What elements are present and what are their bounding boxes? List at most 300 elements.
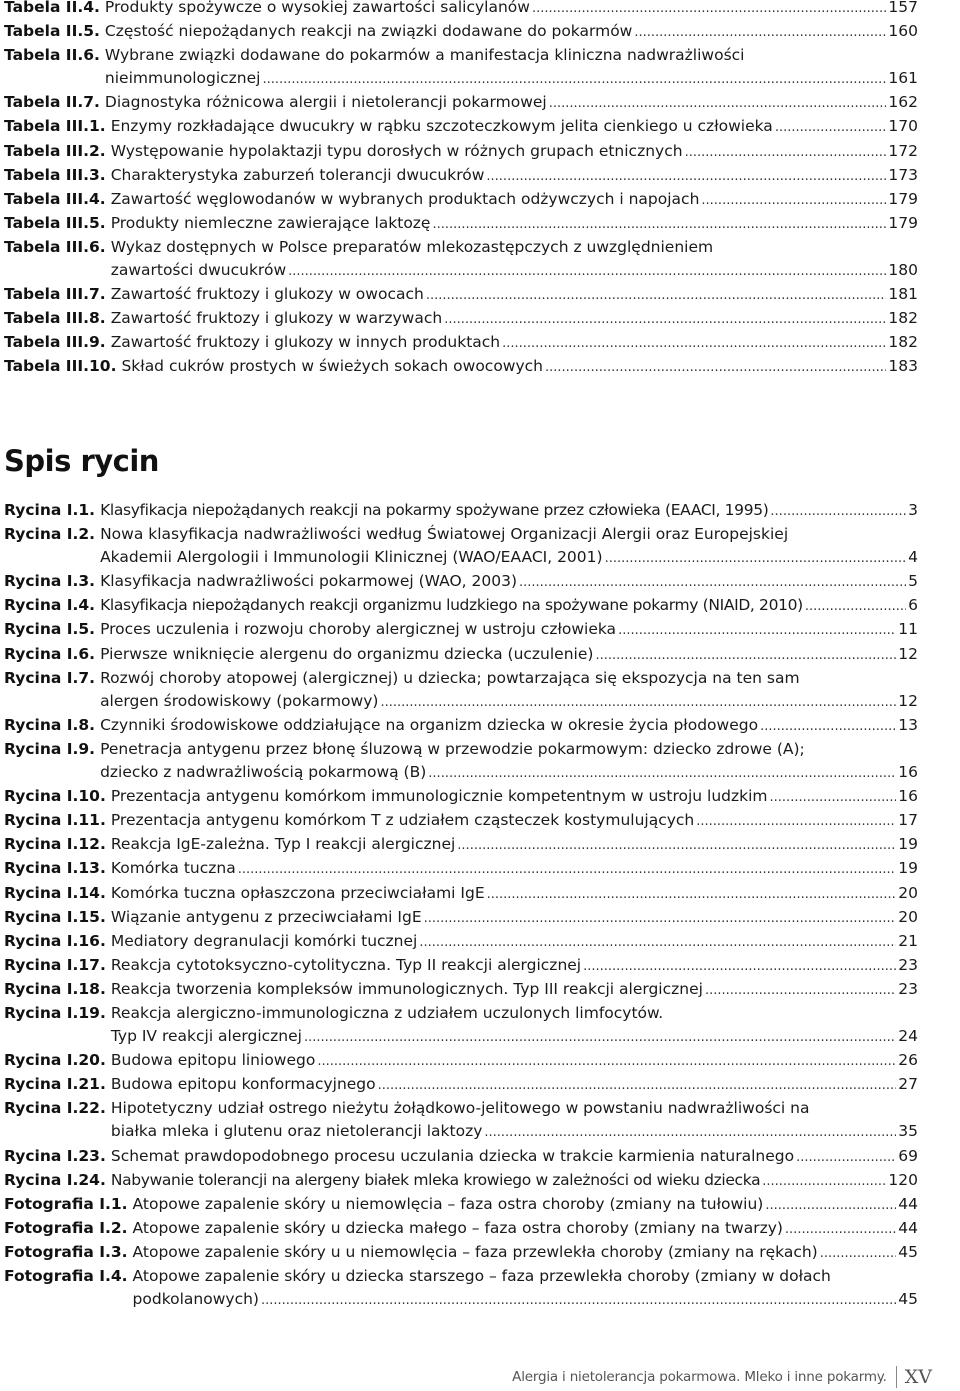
photo-entry-text: Atopowe zapalenie skóry u dziecka starszego – faza przewlekła choroby (zmiany w dołach bbox=[132, 1267, 831, 1286]
table-entry bbox=[4, 283, 918, 307]
figure-entry-text: Nowa klasyfikacja nadwrażliwości według Światowej Organizacji Alergii oraz Europejskiej bbox=[100, 525, 789, 544]
leader-dots bbox=[696, 810, 896, 833]
figure-entry-body bbox=[100, 618, 918, 642]
photos-list bbox=[4, 1193, 918, 1312]
leader-dots bbox=[770, 500, 906, 523]
figure-entry bbox=[4, 618, 918, 642]
figure-entry bbox=[4, 499, 918, 523]
table-entry-text: Charakterystyka zaburzeń tolerancji dwucukrów bbox=[110, 165, 485, 184]
figure-entry-label: Rycina I.24. bbox=[4, 1170, 106, 1189]
photo-entry-text: Atopowe zapalenie skóry u u niemowlęcia – faza przewlekła choroby (zmiany na rękach) bbox=[132, 1243, 818, 1262]
tables-list bbox=[4, 0, 918, 380]
photo-entry bbox=[4, 1193, 918, 1217]
table-entry-page: 181 bbox=[888, 285, 918, 304]
table-entry bbox=[4, 115, 918, 139]
figure-entry-page: 20 bbox=[898, 883, 918, 902]
figure-entry-body bbox=[100, 667, 918, 714]
figure-entry-line bbox=[111, 1049, 918, 1073]
table-entry-line bbox=[111, 331, 918, 355]
table-entry-text: Zawartość fruktozy i glukozy w warzywach bbox=[110, 309, 443, 328]
table-entry-line bbox=[121, 355, 918, 379]
leader-dots bbox=[595, 644, 896, 667]
figure-entry bbox=[4, 667, 918, 714]
table-entry bbox=[4, 44, 918, 91]
table-entry-page: 157 bbox=[888, 0, 918, 16]
figure-entry-line bbox=[100, 714, 918, 738]
figure-entry-body bbox=[111, 1002, 918, 1049]
figure-entry-text: Prezentacja antygenu komórkom T z udziałem cząsteczek kostymulujących bbox=[110, 811, 695, 830]
leader-dots bbox=[549, 92, 887, 115]
figures-list bbox=[4, 499, 918, 1193]
photo-entry-line bbox=[133, 1217, 918, 1241]
photo-entry-page: 44 bbox=[898, 1195, 918, 1213]
figure-entry-text: Budowa epitopu liniowego bbox=[110, 1051, 316, 1070]
table-entry-text: Diagnostyka różnicowa alergii i nietolerancji pokarmowej bbox=[104, 93, 547, 112]
table-entry-page: 173 bbox=[888, 165, 918, 184]
figure-entry-line bbox=[100, 523, 918, 546]
figure-entry-page: 6 bbox=[908, 596, 918, 615]
table-entry-text: zawartości dwucukrów bbox=[110, 261, 287, 280]
figure-entry-text: Akademii Alergologii i Immunologii Klinicznej (WAO/EAACI, 2001) bbox=[100, 548, 603, 567]
figure-entry-label: Rycina I.2. bbox=[4, 525, 96, 544]
figure-entry-line bbox=[111, 1025, 918, 1049]
figure-entry-body bbox=[111, 785, 918, 809]
figure-entry bbox=[4, 954, 918, 978]
leader-dots bbox=[419, 931, 896, 954]
table-entry-label: Tabela III.4. bbox=[4, 189, 106, 208]
table-entry-page: 179 bbox=[888, 189, 918, 208]
table-entry-body bbox=[111, 307, 918, 331]
figure-entry-text: Klasyfikacja nadwrażliwości pokarmowej (WAO, 2003) bbox=[100, 572, 518, 591]
figure-entry-page: 5 bbox=[908, 572, 918, 591]
figure-entry-text: dziecko z nadwrażliwością pokarmową (B) bbox=[100, 763, 427, 782]
figure-entry bbox=[4, 1145, 918, 1169]
table-entry-text: Zawartość fruktozy i glukozy w innych produktach bbox=[110, 333, 501, 352]
figure-entry-text: Typ IV reakcji alergicznej bbox=[110, 1027, 302, 1046]
table-entry-body bbox=[111, 236, 918, 283]
table-entry-line bbox=[111, 236, 918, 259]
figure-entry bbox=[4, 809, 918, 833]
table-entry bbox=[4, 0, 918, 20]
table-entry bbox=[4, 188, 918, 212]
figure-entry-line bbox=[111, 857, 918, 881]
figure-entry bbox=[4, 1049, 918, 1073]
figure-entry bbox=[4, 906, 918, 930]
figure-entry-line bbox=[111, 809, 918, 833]
photo-entry-line bbox=[133, 1241, 918, 1265]
figure-entry-text: Schemat prawdopodobnego procesu uczulania dziecka w trakcie karmienia naturalnego bbox=[110, 1146, 795, 1165]
leader-dots bbox=[618, 619, 896, 642]
figure-entry-label: Rycina I.12. bbox=[4, 835, 106, 854]
leader-dots bbox=[760, 715, 896, 738]
photo-entry-body bbox=[133, 1265, 918, 1312]
table-entry-page: 182 bbox=[888, 309, 918, 328]
figure-entry-line bbox=[111, 978, 918, 1002]
table-entry-label: Tabela III.3. bbox=[4, 165, 106, 184]
leader-dots bbox=[288, 260, 886, 283]
table-entry bbox=[4, 164, 918, 188]
photo-entry-label: Fotografia I.4. bbox=[4, 1267, 128, 1286]
table-entry-text: nieimmunologicznej bbox=[104, 69, 261, 88]
footer-title: Alergia i nietolerancja pokarmowa. Mleko i inne pokarmy. bbox=[512, 1369, 887, 1385]
figure-entry bbox=[4, 1002, 918, 1049]
figure-entry-line bbox=[100, 499, 918, 523]
leader-dots bbox=[424, 907, 897, 930]
figure-entry-label: Rycina I.18. bbox=[4, 979, 106, 998]
figure-entry-text: alergen środowiskowy (pokarmowy) bbox=[100, 691, 379, 710]
figure-entry-label: Rycina I.22. bbox=[4, 1099, 106, 1118]
figure-entry-body bbox=[100, 594, 918, 618]
leader-dots bbox=[238, 858, 897, 881]
photo-entry-text: podkolanowych) bbox=[132, 1290, 259, 1309]
photo-entry-text: Atopowe zapalenie skóry u dziecka małego – faza ostra choroby (zmiany na twarzy) bbox=[132, 1219, 783, 1238]
figure-entry-text: Reakcja IgE-zależna. Typ I reakcji alergicznej bbox=[110, 835, 456, 854]
figure-entry-page: 17 bbox=[898, 811, 918, 830]
figure-entry-text: Budowa epitopu konformacyjnego bbox=[110, 1075, 376, 1094]
table-entry-line bbox=[111, 283, 918, 307]
photo-entry-body bbox=[133, 1241, 918, 1265]
leader-dots bbox=[457, 834, 896, 857]
figure-entry-label: Rycina I.5. bbox=[4, 620, 96, 639]
leader-dots bbox=[685, 141, 887, 164]
figure-entry bbox=[4, 833, 918, 857]
photo-entry bbox=[4, 1241, 918, 1265]
leader-dots bbox=[701, 189, 886, 212]
figure-entry-text: Wiązanie antygenu z przeciwciałami IgE bbox=[110, 907, 422, 926]
figure-entry-body bbox=[111, 978, 918, 1002]
table-entry-text: Zawartość węglowodanów w wybranych produktach odżywczych i napojach bbox=[110, 189, 700, 208]
leader-dots bbox=[428, 762, 896, 785]
leader-dots bbox=[805, 595, 906, 618]
figure-entry-text: Reakcja alergiczno-immunologiczna z udziałem uczulonych limfocytów. bbox=[110, 1003, 664, 1022]
leader-dots bbox=[444, 308, 886, 331]
figure-entry bbox=[4, 570, 918, 594]
figure-entry-label: Rycina I.10. bbox=[4, 787, 106, 806]
table-entry-text: Produkty niemleczne zawierające laktozę bbox=[110, 213, 431, 232]
leader-dots bbox=[317, 1050, 896, 1073]
table-entry-label: Tabela III.1. bbox=[4, 117, 106, 136]
figure-entry-page: 27 bbox=[898, 1075, 918, 1094]
leader-dots bbox=[820, 1242, 897, 1265]
figure-entry bbox=[4, 1097, 918, 1144]
photo-entry-page: 45 bbox=[898, 1243, 918, 1262]
photo-entry-body bbox=[133, 1193, 918, 1217]
table-entry-text: Skład cukrów prostych w świeżych sokach owocowych bbox=[121, 357, 544, 376]
table-entry bbox=[4, 355, 918, 379]
figure-entry-body bbox=[100, 523, 918, 570]
figure-entry-body bbox=[100, 738, 918, 785]
figure-entry-body bbox=[111, 833, 918, 857]
table-entry bbox=[4, 140, 918, 164]
table-entry-body bbox=[111, 212, 918, 236]
leader-dots bbox=[486, 165, 886, 188]
leader-dots bbox=[583, 955, 896, 978]
figure-entry bbox=[4, 738, 918, 785]
figure-entry-page: 3 bbox=[908, 501, 918, 519]
table-entry-label: Tabela III.2. bbox=[4, 141, 106, 160]
leader-dots bbox=[545, 356, 886, 379]
figure-entry-page: 16 bbox=[898, 763, 918, 782]
figure-entry-line bbox=[111, 930, 918, 954]
table-entry bbox=[4, 20, 918, 44]
figure-entry-body bbox=[111, 882, 918, 906]
table-entry-text: Częstość niepożądanych reakcji na związki dodawane do pokarmów bbox=[104, 22, 633, 41]
figure-entry-text: Komórka tuczna bbox=[110, 859, 236, 878]
table-entry-body bbox=[121, 355, 918, 379]
photo-entry-line bbox=[133, 1265, 918, 1288]
leader-dots bbox=[785, 1218, 896, 1241]
figure-entry-body bbox=[111, 1097, 918, 1144]
table-entry-page: 183 bbox=[888, 357, 918, 376]
figure-entry-text: Klasyfikacja niepożądanych reakcji organizmu ludzkiego na spożywane pokarmy (NIAID, 2010) bbox=[100, 596, 803, 615]
table-entry-line bbox=[111, 212, 918, 236]
figure-entry bbox=[4, 882, 918, 906]
table-entry-line bbox=[111, 307, 918, 331]
table-entry-text: Wybrane związki dodawane do pokarmów a manifestacja kliniczna nadwrażliwości bbox=[104, 46, 745, 65]
figure-entry-label: Rycina I.8. bbox=[4, 715, 96, 734]
table-entry-body bbox=[105, 20, 918, 44]
leader-dots bbox=[770, 786, 897, 809]
table-entry-line bbox=[111, 188, 918, 212]
figure-entry-label: Rycina I.9. bbox=[4, 739, 96, 758]
figure-entry-line bbox=[100, 546, 918, 570]
figure-entry-text: Reakcja tworzenia kompleksów immunologicznych. Typ III reakcji alergicznej bbox=[110, 979, 703, 998]
figure-entry-label: Rycina I.15. bbox=[4, 907, 106, 926]
photo-entry-body bbox=[133, 1217, 918, 1241]
figure-entry-line bbox=[111, 1145, 918, 1169]
figure-entry-text: Reakcja cytotoksyczno-cytolityczna. Typ II reakcji alergicznej bbox=[110, 955, 582, 974]
figure-entry-text: Proces uczulenia i rozwoju choroby alergicznej w ustroju człowieka bbox=[100, 620, 617, 639]
figure-entry-page: 20 bbox=[898, 907, 918, 926]
figure-entry-page: 4 bbox=[908, 548, 918, 567]
table-entry-label: Tabela II.6. bbox=[4, 46, 100, 65]
leader-dots bbox=[432, 213, 886, 236]
table-entry-body bbox=[111, 283, 918, 307]
table-entry-label: Tabela II.7. bbox=[4, 93, 100, 112]
figure-entry-line bbox=[111, 906, 918, 930]
photo-entry-text: Atopowe zapalenie skóry u niemowlęcia – faza ostra choroby (zmiany na tułowiu) bbox=[132, 1195, 764, 1213]
figure-entry-page: 69 bbox=[898, 1146, 918, 1165]
table-entry-line bbox=[111, 140, 918, 164]
leader-dots bbox=[426, 284, 887, 307]
figure-entry-body bbox=[111, 1049, 918, 1073]
table-entry bbox=[4, 212, 918, 236]
figure-entry-page: 16 bbox=[898, 787, 918, 806]
figure-entry-body bbox=[111, 1073, 918, 1097]
figure-entry-label: Rycina I.13. bbox=[4, 859, 106, 878]
table-entry-label: Tabela II.4. bbox=[4, 0, 100, 16]
photo-entry-page: 45 bbox=[898, 1290, 918, 1309]
table-entry-page: 161 bbox=[888, 69, 918, 88]
figure-entry-page: 120 bbox=[888, 1170, 918, 1189]
table-entry-page: 179 bbox=[888, 213, 918, 232]
figure-entry-body bbox=[111, 906, 918, 930]
leader-dots bbox=[532, 0, 886, 20]
table-entry-text: Enzymy rozkładające dwucukry w rąbku szczoteczkowym jelita cienkiego u człowieka bbox=[110, 117, 773, 136]
figure-entry-label: Rycina I.19. bbox=[4, 1003, 106, 1022]
photo-entry-line bbox=[133, 1193, 918, 1217]
figure-entry-label: Rycina I.20. bbox=[4, 1051, 106, 1070]
leader-dots bbox=[487, 883, 897, 906]
table-entry-text: Występowanie hypolaktazji typu dorosłych w różnych grupach etnicznych bbox=[110, 141, 683, 160]
table-entry bbox=[4, 236, 918, 283]
figure-entry-text: białka mleka i glutenu oraz nietolerancji laktozy bbox=[110, 1122, 483, 1141]
figure-entry-page: 23 bbox=[898, 979, 918, 998]
table-entry-page: 172 bbox=[888, 141, 918, 160]
figure-entry-body bbox=[111, 1145, 918, 1169]
table-entry-body bbox=[111, 188, 918, 212]
figure-entry-label: Rycina I.11. bbox=[4, 811, 106, 830]
figure-entry-page: 26 bbox=[898, 1051, 918, 1070]
figure-entry-page: 19 bbox=[898, 859, 918, 878]
table-entry bbox=[4, 91, 918, 115]
figure-entry bbox=[4, 857, 918, 881]
figure-entry-label: Rycina I.1. bbox=[4, 501, 96, 519]
table-entry-body bbox=[111, 115, 918, 139]
figure-entry-label: Rycina I.14. bbox=[4, 883, 106, 902]
figure-entry-text: Hipotetyczny udział ostrego nieżytu żołądkowo-jelitowego w powstaniu nadwrażliwości na bbox=[110, 1099, 810, 1118]
leader-dots bbox=[605, 547, 907, 570]
table-entry-label: Tabela III.9. bbox=[4, 333, 106, 352]
photo-entry bbox=[4, 1217, 918, 1241]
figure-entry-label: Rycina I.7. bbox=[4, 668, 96, 687]
figure-entry-line bbox=[111, 1097, 918, 1120]
section-title: Spis rycin bbox=[4, 444, 159, 478]
figure-entry-line bbox=[111, 1002, 918, 1025]
figure-entry-label: Rycina I.17. bbox=[4, 955, 106, 974]
figure-entry-line bbox=[111, 1169, 918, 1193]
figure-entry-page: 11 bbox=[898, 620, 918, 639]
table-entry-label: Tabela III.7. bbox=[4, 285, 106, 304]
table-entry-page: 180 bbox=[888, 261, 918, 280]
figure-entry-label: Rycina I.4. bbox=[4, 596, 96, 615]
figure-entry bbox=[4, 1169, 918, 1193]
figure-entry-body bbox=[100, 499, 918, 523]
leader-dots bbox=[262, 68, 886, 91]
table-entry-line bbox=[105, 0, 918, 20]
leader-dots bbox=[796, 1146, 896, 1169]
figure-entry-body bbox=[111, 954, 918, 978]
figure-entry-text: Penetracja antygenu przez błonę śluzową w przewodzie pokarmowym: dziecko zdrowe (A); bbox=[100, 739, 805, 758]
table-entry bbox=[4, 307, 918, 331]
table-entry-label: Tabela III.5. bbox=[4, 213, 106, 232]
table-entry-line bbox=[105, 91, 918, 115]
leader-dots bbox=[775, 116, 887, 139]
leader-dots bbox=[762, 1170, 886, 1193]
figure-entry-text: Prezentacja antygenu komórkom immunologicznie kompetentnym w ustroju ludzkim bbox=[110, 787, 768, 806]
figure-entry-page: 23 bbox=[898, 955, 918, 974]
table-entry-label: Tabela III.10. bbox=[4, 357, 117, 376]
photo-entry-label: Fotografia I.2. bbox=[4, 1219, 128, 1238]
leader-dots bbox=[304, 1026, 896, 1049]
figure-entry-line bbox=[100, 690, 918, 714]
table-entry-label: Tabela II.5. bbox=[4, 22, 100, 41]
figure-entry-label: Rycina I.21. bbox=[4, 1075, 106, 1094]
leader-dots bbox=[484, 1121, 896, 1144]
figure-entry-text: Nabywanie tolerancji na alergeny białek mleka krowiego w zależności od wieku dziecka bbox=[110, 1170, 761, 1189]
table-entry-label: Tabela III.8. bbox=[4, 309, 106, 328]
figure-entry-body bbox=[100, 570, 918, 594]
figure-entry-page: 19 bbox=[898, 835, 918, 854]
figure-entry bbox=[4, 594, 918, 618]
figure-entry-body bbox=[111, 809, 918, 833]
figure-entry bbox=[4, 714, 918, 738]
figure-entry-body bbox=[100, 714, 918, 738]
figure-entry-text: Pierwsze wniknięcie alergenu do organizmu dziecka (uczulenie) bbox=[100, 644, 594, 663]
figure-entry-label: Rycina I.6. bbox=[4, 644, 96, 663]
figure-entry-line bbox=[100, 643, 918, 667]
leader-dots bbox=[261, 1289, 896, 1312]
table-entry-body bbox=[105, 44, 918, 91]
table-entry-page: 182 bbox=[888, 333, 918, 352]
photo-entry-line bbox=[133, 1288, 918, 1312]
figure-entry-page: 13 bbox=[898, 715, 918, 734]
figure-entry-text: Rozwój choroby atopowej (alergicznej) u dziecka; powtarzająca się ekspozycja na ten sam bbox=[100, 668, 800, 687]
photo-entry-label: Fotografia I.1. bbox=[4, 1195, 128, 1213]
table-entry bbox=[4, 331, 918, 355]
figure-entry-body bbox=[111, 857, 918, 881]
figure-entry-text: Czynniki środowiskowe oddziałujące na organizm dziecka w okresie życia płodowego bbox=[100, 715, 759, 734]
figure-entry-page: 24 bbox=[898, 1027, 918, 1046]
photo-entry bbox=[4, 1265, 918, 1312]
figure-entry-line bbox=[100, 618, 918, 642]
table-entry-body bbox=[105, 91, 918, 115]
figure-entry-line bbox=[100, 761, 918, 785]
figure-entry bbox=[4, 978, 918, 1002]
figure-entry-body bbox=[100, 643, 918, 667]
leader-dots bbox=[502, 332, 886, 355]
figure-entry-line bbox=[100, 570, 918, 594]
figure-entry-line bbox=[111, 882, 918, 906]
figure-entry-line bbox=[100, 667, 918, 690]
figure-entry-label: Rycina I.23. bbox=[4, 1146, 106, 1165]
figure-entry-page: 12 bbox=[898, 644, 918, 663]
table-entry-body bbox=[111, 164, 918, 188]
figure-entry-line bbox=[111, 954, 918, 978]
leader-dots bbox=[634, 21, 886, 44]
table-entry-text: Produkty spożywcze o wysokiej zawartości salicylanów bbox=[104, 0, 530, 16]
figure-entry-line bbox=[111, 1073, 918, 1097]
leader-dots bbox=[519, 571, 906, 594]
table-entry-body bbox=[111, 140, 918, 164]
figure-entry-line bbox=[100, 594, 918, 618]
photo-entry-label: Fotografia I.3. bbox=[4, 1243, 128, 1262]
table-entry-page: 170 bbox=[888, 117, 918, 136]
figure-entry-label: Rycina I.16. bbox=[4, 931, 106, 950]
figure-entry-line bbox=[100, 738, 918, 761]
figure-entry-text: Mediatory degranulacji komórki tucznej bbox=[110, 931, 418, 950]
figure-entry-body bbox=[111, 1169, 918, 1193]
figure-entry bbox=[4, 523, 918, 570]
page-footer bbox=[512, 1366, 932, 1388]
leader-dots bbox=[705, 979, 896, 1002]
leader-dots bbox=[380, 691, 896, 714]
table-entry-line bbox=[105, 44, 918, 67]
figure-entry-body bbox=[111, 930, 918, 954]
leader-dots bbox=[378, 1074, 897, 1097]
table-entry-body bbox=[105, 0, 918, 20]
table-entry-page: 160 bbox=[888, 22, 918, 41]
figure-entry-page: 35 bbox=[898, 1122, 918, 1141]
table-entry-body bbox=[111, 331, 918, 355]
footer-page-number: XV bbox=[904, 1366, 932, 1388]
figure-entry-text: Komórka tuczna opłaszczona przeciwciałami IgE bbox=[110, 883, 485, 902]
figure-entry-line bbox=[111, 1120, 918, 1144]
table-entry-page: 162 bbox=[888, 93, 918, 112]
figure-entry-label: Rycina I.3. bbox=[4, 572, 96, 591]
figure-entry bbox=[4, 930, 918, 954]
table-entry-text: Wykaz dostępnych w Polsce preparatów mlekozastępczych z uwzględnieniem bbox=[110, 237, 714, 256]
